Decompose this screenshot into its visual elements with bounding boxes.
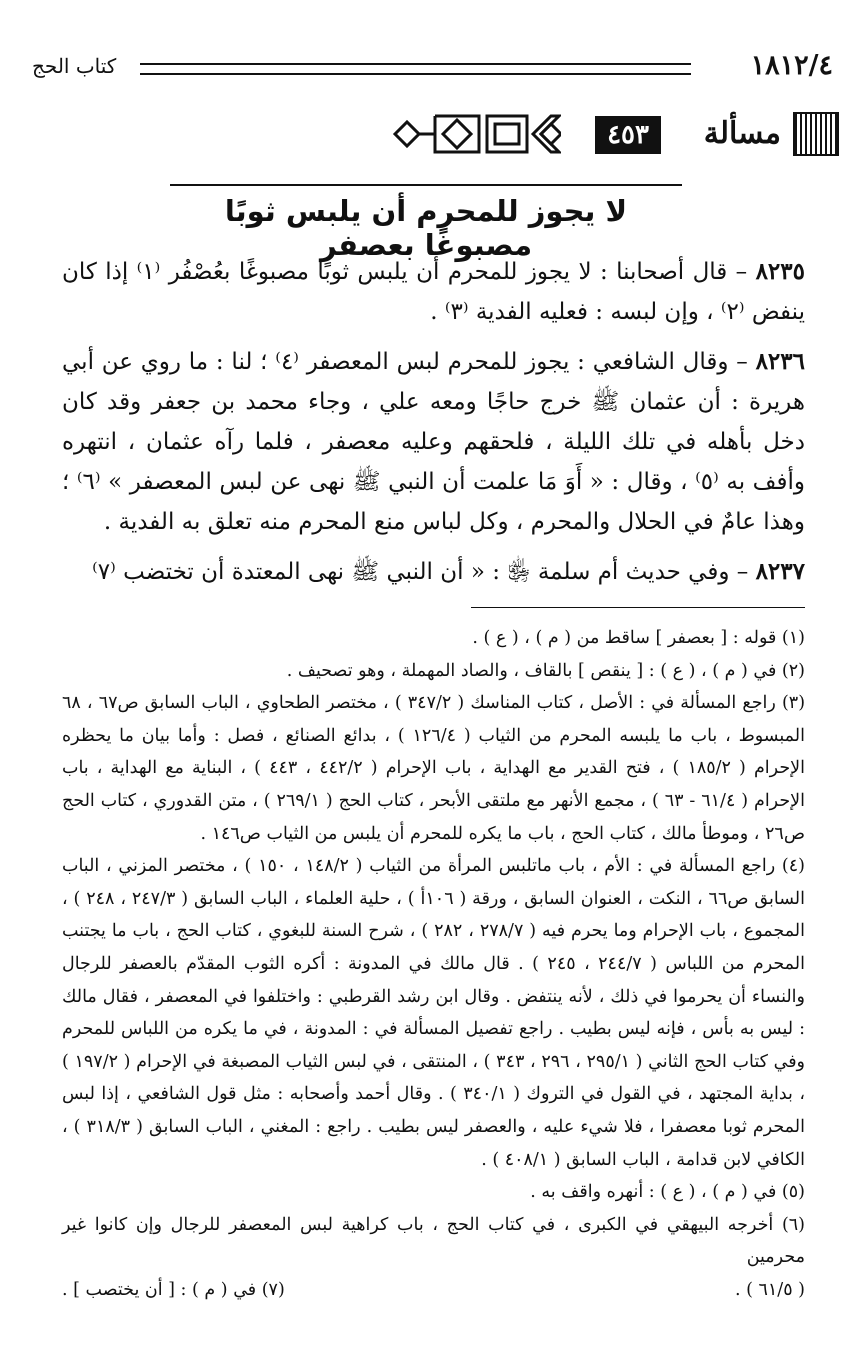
paragraph-number: ٨٢٣٥ xyxy=(755,258,805,285)
masala-banner xyxy=(28,108,839,160)
paragraph-text: – قال أصحابنا : لا يجوز للمحرم أن يلبس ثوبًا مصبوغًا بعُصْفُر ⁽١⁾ إذا كان ينفض ⁽٢⁾ ، وإن لبسه : فعليه الفدية ⁽٣⁾ . xyxy=(62,259,805,325)
footnotes xyxy=(62,622,805,1306)
book-title: كتاب الحج xyxy=(32,54,117,78)
footnote: (٣) راجع المسألة في : الأصل ، كتاب المناسك ( ٣٤٧/٢ ) ، مختصر الطحاوي ، الباب السابق ص٦٧ ، ٦٨ المبسوط ، باب ما يلبسه المحرم من الثياب ( ١٢٦/٤ ) ، بدائع الصنائع ، فصل : وأما بيان ما يحظره الإحرام ( ١٨٥/٢ ) ، فتح القدير مع الهداية ، باب الإحرام ( ٤٤٢/٢ ، ٤٤٣ ) ، البناية مع الهداية ، باب الإحرام ( ٦١/٤ - ٦٣ ) ، مجمع الأنهر مع ملتقى الأبحر ، كتاب الحج ( ٢٦٩/١ ) ، متن القدوري ، كتاب الحج ص٢٦ ، وموطأ مالك ، كتاب الحج ، باب ما يكره للمحرم أن يلبس من الثياب ص١٤٦ . xyxy=(62,693,806,844)
footnote-final-line xyxy=(62,1274,805,1307)
footnote: (٧) في ( م ) : [ أن يختصب ] . xyxy=(62,1279,285,1300)
knot-ornament-icon xyxy=(391,108,561,160)
paragraph-text: – وقال الشافعي : يجوز للمحرم لبس المعصفر ⁽٤⁾ ؛ لنا : ما روي عن أبي هريرة : أن عثمان ﷺ خرج حاجًا ومعه علي ، وجاء محمد بن جعفر وقد كان دخل بأهله في تلك الليلة ، فلحقهم وعليه معصفر ، فلما رآه عثمان ، انتهره وأفف به ⁽٥⁾ ، وقال : « أَوَ مَا علمت أن النبي ﷺ نهى عن لبس المعصفر » ⁽٦⁾ ؛ وهذا عامٌ في الحلال والمحرم ، وكل لباس منع المحرم منه تعلق به الفدية . xyxy=(62,349,805,535)
running-header xyxy=(28,44,839,90)
paragraph-number: ٨٢٣٧ xyxy=(755,558,805,585)
striped-ornament-icon xyxy=(793,112,839,156)
paragraph xyxy=(62,342,805,542)
footnote: (٢) في ( م ) ، ( ع ) : [ ينقص ] بالقاف ، والصاد المهملة ، وهو تصحيف . xyxy=(286,660,805,681)
masala-label: مسألة xyxy=(703,116,781,151)
footnote: (٤) راجع المسألة في : الأم ، باب ماتلبس المرأة من الثياب ( ١٤٨/٢ ، ١٥٠ ) ، مختصر المزني ، الباب السابق ص٦٦ ، النكت ، العنوان السابق ، ورقة ( ١٠٦أ ) ، حلية العلماء ، الباب السابق ( ٢٤٧/٣ ، ٢٤٨ ) ، المجموع ، باب الإحرام وما يحرم فيه ( ٢٧٨/٧ ، ٢٨٢ ) ، شرح السنة للبغوي ، كتاب الحج ، باب ما يجتنب المحرم من اللباس ( ٢٤٤/٧ ، ٢٤٥ ) . قال مالك في المدونة : أكره الثوب المقدّم بالعصفر للرجال والنساء أن يحرموا في ذلك ، لأنه ينتفض . وقال ابن رشد القرطبي : واختلفوا في المعصفر ، فقال مالك : ليس به بأس ، فإنه ليس بطيب . راجع تفصيل المسألة في : المدونة ، في ما يكره من اللباس للمحرم وفي كتاب الحج الثاني ( ٢٩٥/١ ، ٢٩٦ ، ٣٤٣ ) ، المنتقى ، في لبس الثياب المصبغة في الإحرام ( ١٩٧/٢ ) ، بداية المجتهد ، في القول في التروك ( ٣٤٠/١ ) . وقال أحمد وأصحابه : مثل قول الشافعي ، إذا لبس المحرم ثوبا معصفرا ، فلا شيء عليه ، والعصفر ليس بطيب . راجع : المغني ، الباب السابق ( ٣١٨/٣ ) ، الكافي لابن قدامة ، الباب السابق ( ٤٠٨/١ ) . xyxy=(62,856,806,1170)
footnote-continuation: ( ٦١/٥ ) . xyxy=(734,1279,805,1300)
footnote-separator xyxy=(471,607,805,608)
paragraph xyxy=(62,252,805,332)
footnote: (٦) أخرجه البيهقي في الكبرى ، في كتاب الحج ، باب كراهية لبس المعصفر للرجال وإن كانوا غير محرمين xyxy=(62,1214,805,1268)
page-reference: ١٨١٢/٤ xyxy=(750,50,833,81)
main-text xyxy=(62,252,805,602)
issue-title: لا يجوز للمحرم أن يلبس ثوبًا مصبوغًا بعصفر xyxy=(170,184,682,262)
paragraph-number: ٨٢٣٦ xyxy=(755,348,805,375)
header-double-rule xyxy=(140,63,691,75)
paragraph-text: – وفي حديث أم سلمة ﵂ : « أن النبي ﷺ نهى المعتدة أن تختضب ⁽٧⁾ xyxy=(92,559,756,585)
footnote: (٥) في ( م ) ، ( ع ) : أنهره واقف به . xyxy=(530,1182,805,1203)
masala-number: ٤٥٣ xyxy=(595,116,661,154)
paragraph xyxy=(62,552,805,592)
footnote: (١) قوله : [ بعصفر ] ساقط من ( م ) ، ( ع ) . xyxy=(472,628,805,648)
